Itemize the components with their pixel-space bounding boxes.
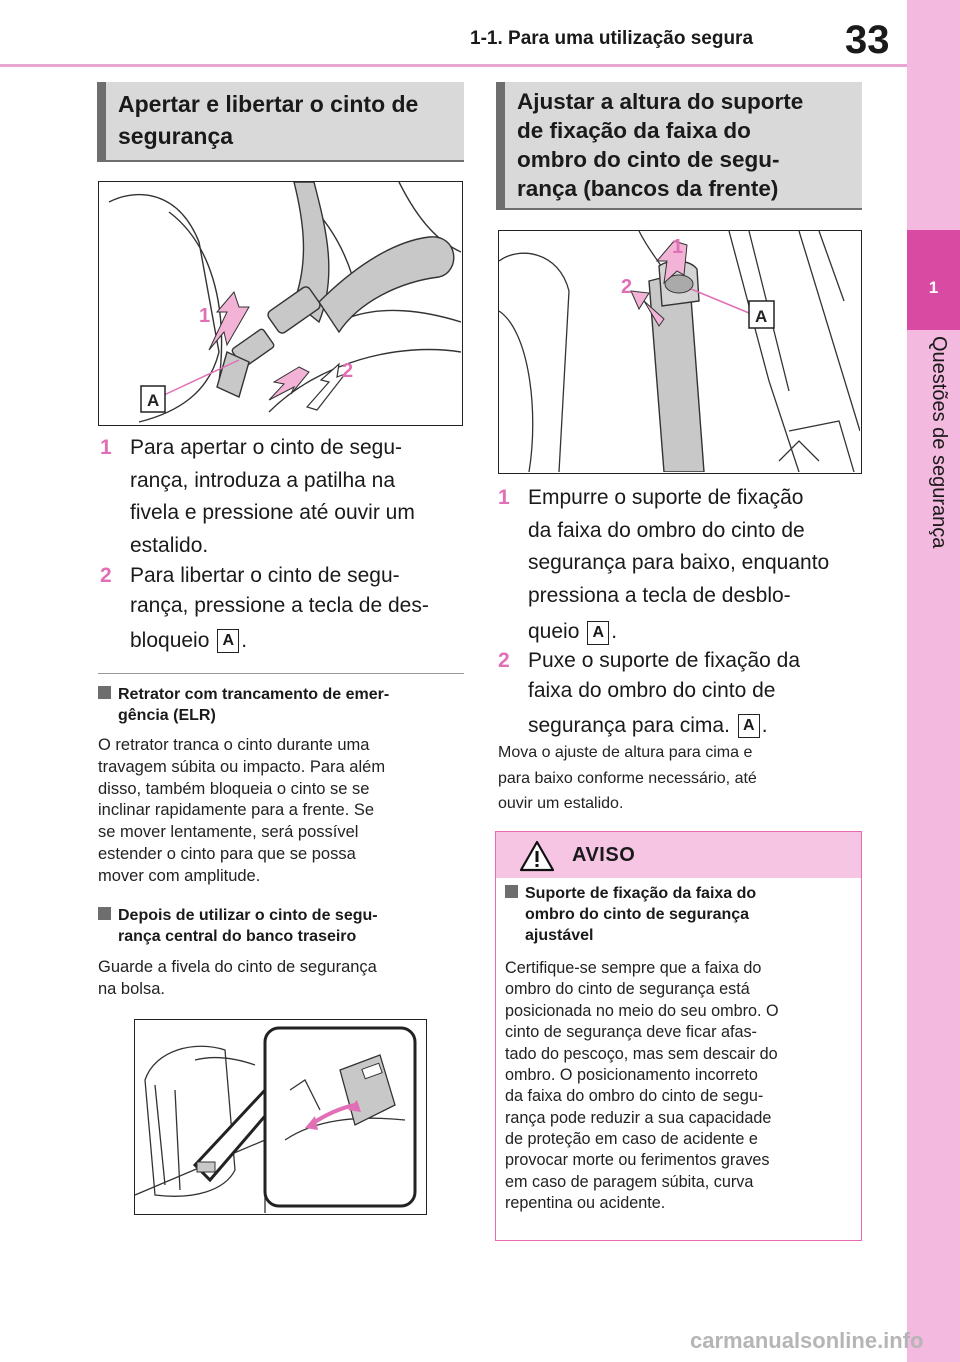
step-line: rança, introduza a patilha na [130,468,396,492]
callout-a-inline: A [587,621,609,645]
subsection-title-line: gência (ELR) [118,706,216,724]
callout-1: 1 [672,236,684,258]
body-line: estender o cinto para que se possa [98,844,356,863]
warning-line: rança pode reduzir a sua capacidade [505,1108,772,1127]
callout-a-inline: A [738,714,760,738]
step-line: pressiona a tecla de desblo- [528,583,791,607]
square-bullet-icon [505,885,518,898]
step-line: queio A . [528,620,618,644]
warning-line: Certifique-se sempre que a faixa do [505,959,762,977]
section-divider [98,673,464,674]
subtitle-line: ajustável [525,926,594,944]
callout-1: 1 [199,305,211,327]
section-heading-height-adjust [496,82,862,210]
body-line: disso, também bloqueia o cinto se se [98,779,370,798]
section-heading-fasten [97,82,464,162]
warning-subtitle [505,884,850,950]
warning-line: ombro do cinto de segurança está [505,980,750,999]
warning-line: de proteção em caso de acidente e [505,1130,758,1148]
figure-shoulder-anchor [498,230,862,474]
body-line: se mover lentamente, será possível [98,823,359,842]
step-number: 1 [498,486,510,509]
heading-line: de fixação da faixa do [517,118,751,143]
subsection-title-line: Depois de utilizar o cinto de segu- [118,907,378,924]
heading-line: Apertar e libertar o cinto de [118,91,419,117]
warning-line: posicionada no meio do seu ombro. O [505,1001,779,1020]
subtitle-line: ombro do cinto de segurança [525,905,750,923]
heading-line: Ajustar a altura do suporte [517,89,804,114]
step-line: bloqueio A . [130,628,248,652]
callout-a: A [755,307,768,326]
elr-body [98,735,468,887]
warning-triangle-icon [519,840,555,872]
note-line: para baixo conforme necessário, até [498,769,757,787]
heading-line: rança (bancos da frente) [517,176,779,201]
chapter-label: Questões de segurança [928,336,950,549]
step-text [130,561,429,656]
subsection-title-line: Retrator com trancamento de emer- [118,686,390,703]
heading-line: ombro do cinto de segu- [517,147,780,172]
callout-2: 2 [621,276,633,298]
callout-a-inline: A [217,629,239,653]
subsection-title-line: rança central do banco traseiro [118,927,357,945]
after-use-body [98,957,468,1001]
callout-2: 2 [342,360,354,382]
body-line: inclinar rapidamente para a frente. Se [98,801,375,820]
step-text [528,482,829,649]
body-line: na bolsa. [98,979,165,998]
step-line: estalido. [130,533,209,557]
step-text [528,646,800,741]
header-rule [0,64,907,67]
subsection-elr-title [98,685,468,729]
square-bullet-icon [98,907,111,920]
step-line: segurança para cima. A . [528,713,768,737]
callout-a: A [147,391,160,410]
warning-line: cinto de segurança deve ficar afas- [505,1023,757,1042]
running-header: 1-1. Para uma utilização segura [470,28,754,49]
step-number: 1 [100,436,112,459]
step-push-anchor [498,482,868,647]
step-line: Para apertar o cinto de segu- [130,436,402,459]
chapter-side-tab [907,0,960,1362]
step-number: 2 [100,564,112,587]
step-pull-anchor [498,646,868,746]
warning-body [505,958,855,1215]
warning-line: provocar morte ou ferimentos graves [505,1151,770,1170]
step-line: da faixa do ombro do cinto de [528,518,805,542]
note-line: ouvir um estalido. [498,795,624,813]
step-line: Empurre o suporte de fixação [528,486,804,509]
shoulder-anchor-illustration [499,231,860,472]
heading-line: segurança [118,123,234,149]
subtitle-line: Suporte de fixação da faixa do [525,885,757,902]
step-line: fivela e pressione até ouvir um [130,501,415,525]
figure-rear-seat-pocket [134,1019,427,1215]
step-line: rança, pressione a tecla de des- [130,594,429,618]
body-line: travagem súbita ou impacto. Para além [98,757,386,776]
step-fasten [100,432,470,562]
step-line: Puxe o suporte de fixação da [528,649,801,672]
warning-line: em caso de paragem súbita, curva [505,1172,754,1191]
warning-box [495,831,862,1241]
step-release [100,561,470,661]
step-number: 2 [498,649,510,672]
height-adjust-note [498,740,868,817]
rear-seat-buckle-illustration [135,1020,425,1213]
page-number: 33 [845,18,890,62]
step-line: segurança para baixo, enquanto [528,551,830,575]
subsection-after-use-title [98,906,468,950]
seatbelt-buckle-illustration [99,182,461,424]
warning-line: ombro. O posicionamento incorreto [505,1065,758,1084]
step-line: faixa do ombro do cinto de [528,679,776,703]
note-line: Mova o ajuste de altura para cima e [498,744,753,761]
body-line: O retrator tranca o cinto durante uma [98,736,370,754]
body-line: Guarde a fivela do cinto de segurança [98,958,377,976]
warning-line: repentina ou acidente. [505,1194,666,1213]
warning-line: da faixa do ombro do cinto de segu- [505,1087,764,1106]
step-line: Para libertar o cinto de segu- [130,564,400,587]
square-bullet-icon [98,686,111,699]
warning-line: tado do pescoço, mas sem descair do [505,1044,778,1063]
chapter-number: 1 [928,278,939,297]
step-text [130,432,415,562]
body-line: mover com amplitude. [98,866,261,885]
watermark: carmanualsonline.info [690,1328,924,1353]
warning-title: AVISO [572,844,636,866]
figure-fasten-belt [98,181,463,426]
